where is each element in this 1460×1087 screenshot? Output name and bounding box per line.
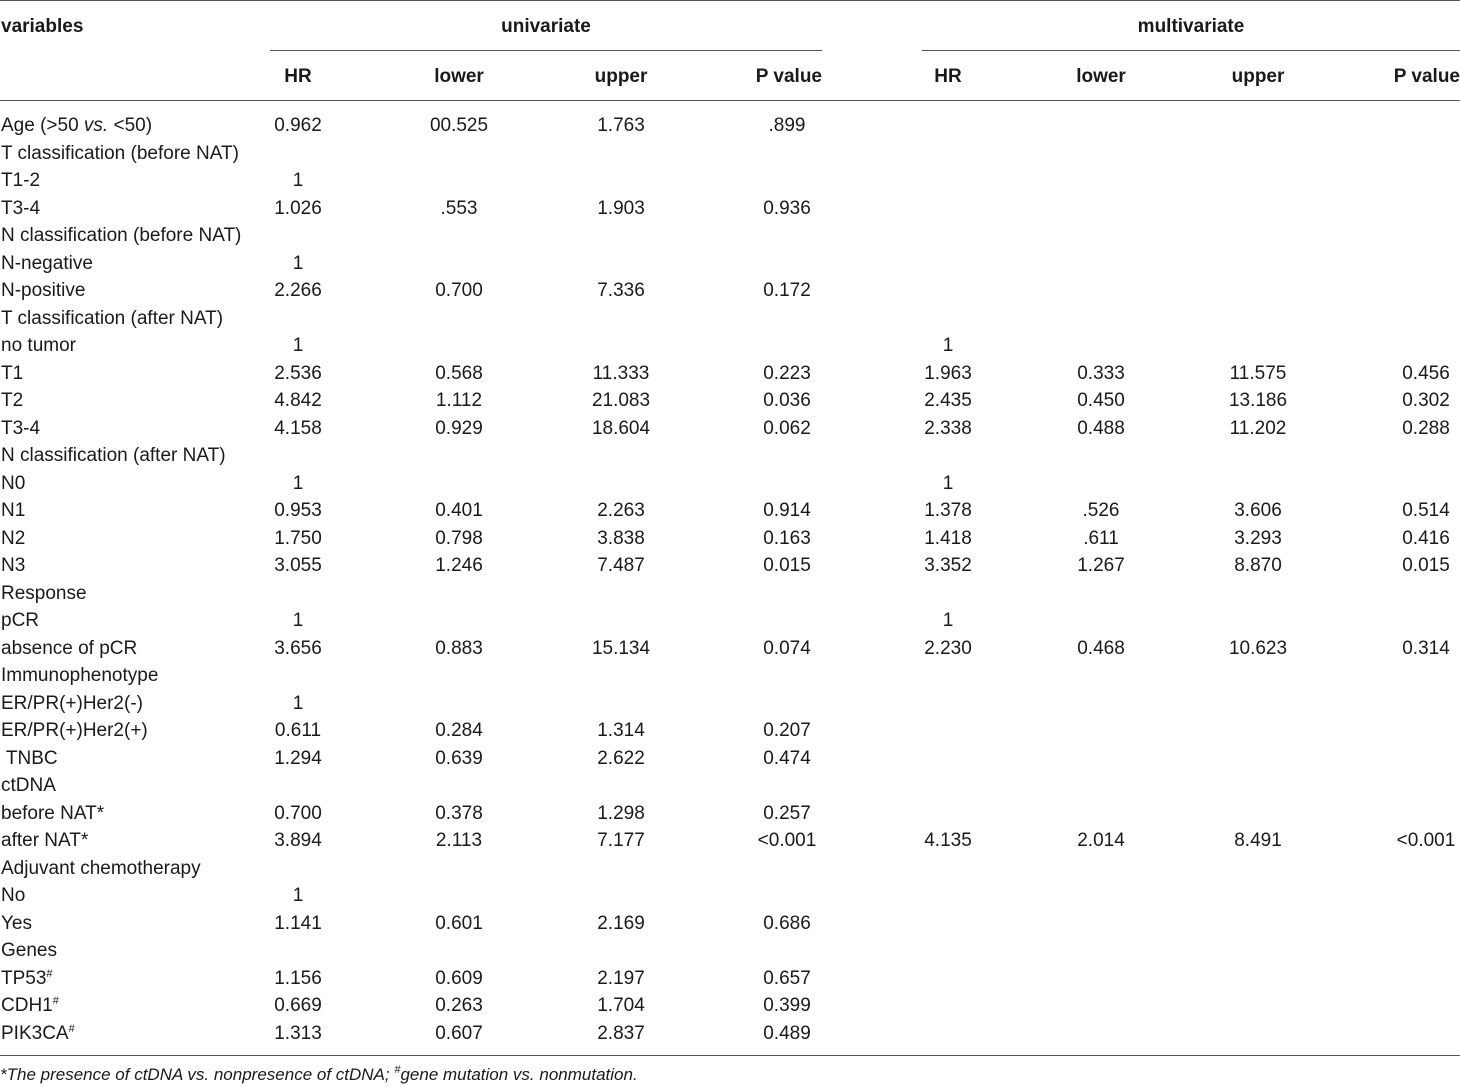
multi-upper-cell: 3.293 bbox=[1234, 527, 1282, 549]
multi-hr-cell: 1.963 bbox=[924, 362, 972, 384]
table-row bbox=[0, 717, 1460, 745]
header-bottom-rule bbox=[0, 100, 1460, 101]
uni-hr-cell: 1 bbox=[292, 252, 304, 274]
multi-p-value-cell: 0.416 bbox=[1402, 527, 1450, 549]
uni-p-value-cell: 0.657 bbox=[763, 967, 811, 989]
uni-hr-cell: 0.700 bbox=[274, 802, 322, 824]
uni-lower-cell: 0.607 bbox=[435, 1022, 483, 1044]
uni-hr-cell: 0.611 bbox=[274, 720, 322, 741]
uni-hr-cell: 3.055 bbox=[274, 555, 322, 576]
row-label bbox=[1, 937, 57, 965]
row-label-text: ctDNA bbox=[1, 775, 56, 796]
table-row bbox=[0, 195, 1460, 223]
uni-hr-cell: 1 bbox=[292, 170, 304, 191]
row-label-sup: # bbox=[52, 995, 59, 1007]
uni-pvalue-header: P value bbox=[755, 66, 822, 87]
row-label-text: N classification (after NAT) bbox=[1, 445, 226, 466]
uni-lower-cell: 1.246 bbox=[435, 555, 483, 576]
multi-lower-cell: 0.333 bbox=[1077, 362, 1125, 384]
row-label bbox=[1, 140, 239, 168]
row-label bbox=[1, 497, 25, 525]
row-label-text: ER/PR(+)Her2(-) bbox=[1, 692, 143, 714]
table-row bbox=[0, 772, 1460, 800]
multi-upper-cell: 10.623 bbox=[1228, 637, 1288, 659]
uni-hr-cell: 4.158 bbox=[274, 417, 322, 439]
row-label bbox=[1, 965, 53, 993]
uni-upper-cell: 2.837 bbox=[597, 1022, 645, 1044]
uni-upper-cell: 11.333 bbox=[592, 362, 650, 384]
multi-lower-header: lower bbox=[1076, 66, 1126, 87]
uni-hr-cell: 1 bbox=[292, 610, 304, 631]
multi-hr-cell: 1.418 bbox=[924, 527, 972, 549]
uni-lower-cell: 0.883 bbox=[435, 637, 483, 659]
uni-lower-cell: 0.401 bbox=[435, 500, 483, 521]
row-label bbox=[1, 360, 23, 388]
table-row bbox=[0, 525, 1460, 553]
uni-hr-cell: 4.842 bbox=[274, 390, 322, 411]
row-label-text: N classification (before NAT) bbox=[1, 225, 242, 246]
row-label-sup: # bbox=[68, 1022, 75, 1035]
table-row bbox=[0, 937, 1460, 965]
row-label bbox=[1, 552, 25, 580]
table-row bbox=[0, 992, 1460, 1020]
uni-p-value-cell: 0.474 bbox=[763, 747, 811, 769]
multi-lower-cell: 1.267 bbox=[1077, 555, 1125, 576]
uni-upper-cell: 1.763 bbox=[597, 115, 645, 136]
multi-p-value-cell: <0.001 bbox=[1396, 830, 1456, 851]
table-row bbox=[0, 800, 1460, 828]
row-label-text: N2 bbox=[1, 527, 26, 549]
multi-upper-cell: 8.870 bbox=[1234, 555, 1282, 576]
row-label bbox=[1, 690, 143, 718]
uni-upper-cell: 7.177 bbox=[597, 830, 645, 851]
row-label bbox=[1, 910, 32, 938]
row-label-text: T classification (before NAT) bbox=[1, 142, 239, 164]
table-row bbox=[0, 690, 1460, 718]
uni-hr-header: HR bbox=[284, 66, 312, 87]
table-bottom-rule bbox=[0, 1055, 1460, 1056]
uni-hr-cell: 1.750 bbox=[274, 527, 322, 549]
uni-p-value-cell: 0.489 bbox=[763, 1022, 811, 1044]
uni-lower-cell: 0.263 bbox=[435, 995, 483, 1016]
uni-p-value-cell: 0.257 bbox=[763, 802, 811, 824]
row-label bbox=[1, 415, 40, 443]
row-label bbox=[1, 222, 241, 250]
row-label-text: before NAT* bbox=[1, 802, 105, 824]
row-label-text: after NAT* bbox=[1, 830, 89, 851]
univariate-header: univariate bbox=[501, 16, 591, 37]
multi-hr-cell: 3.352 bbox=[924, 555, 972, 576]
table-row bbox=[0, 167, 1460, 195]
row-label-text: Adjuvant chemotherapy bbox=[1, 857, 201, 879]
uni-upper-cell: 7.487 bbox=[597, 555, 645, 576]
multi-p-value-cell: 0.288 bbox=[1402, 417, 1450, 439]
uni-lower-cell: 0.700 bbox=[435, 280, 483, 301]
table-row bbox=[0, 277, 1460, 305]
row-label-text: no tumor bbox=[1, 335, 76, 356]
univariate-underline bbox=[270, 50, 822, 51]
multi-hr-cell: 1.378 bbox=[924, 500, 972, 521]
row-label-text: N-negative bbox=[1, 252, 93, 274]
uni-upper-cell: 1.298 bbox=[597, 802, 645, 824]
uni-p-value-cell: 0.036 bbox=[763, 390, 811, 411]
row-label-text: T classification (after NAT) bbox=[1, 307, 224, 329]
uni-upper-cell: 1.903 bbox=[597, 197, 645, 219]
uni-hr-cell: 1.294 bbox=[274, 747, 322, 769]
multi-pvalue-header: P value bbox=[1393, 66, 1460, 87]
table-row bbox=[0, 112, 1460, 140]
uni-upper-cell: 2.197 bbox=[597, 967, 645, 989]
multi-hr-cell: 1 bbox=[942, 472, 954, 494]
uni-upper-cell: 21.083 bbox=[591, 390, 651, 411]
row-label-text: Genes bbox=[1, 940, 57, 961]
multi-upper-header: upper bbox=[1231, 66, 1285, 87]
row-label-text: TNBC bbox=[1, 747, 58, 769]
uni-lower-cell: 0.284 bbox=[435, 720, 483, 741]
row-label-text: N0 bbox=[1, 472, 26, 494]
row-label-text: pCR bbox=[1, 610, 40, 631]
row-label bbox=[1, 882, 25, 910]
multi-lower-cell: 0.450 bbox=[1077, 390, 1125, 411]
table-row bbox=[0, 332, 1460, 360]
uni-p-value-cell: 0.223 bbox=[763, 362, 811, 384]
row-label bbox=[1, 250, 93, 278]
row-label bbox=[1, 992, 59, 1020]
uni-hr-cell: 2.266 bbox=[274, 280, 322, 301]
uni-hr-cell: 1 bbox=[292, 885, 304, 906]
row-label bbox=[1, 635, 137, 663]
row-label bbox=[1, 855, 201, 883]
multi-lower-cell: 0.468 bbox=[1077, 637, 1125, 659]
row-label bbox=[1, 607, 39, 635]
uni-hr-cell: 1.141 bbox=[274, 912, 322, 934]
multi-lower-cell: 0.488 bbox=[1077, 417, 1125, 439]
multi-hr-header: HR bbox=[934, 66, 962, 87]
uni-hr-cell: 2.536 bbox=[274, 362, 322, 384]
row-label-text: T1-2 bbox=[1, 170, 41, 191]
uni-p-value-cell: 0.062 bbox=[763, 417, 811, 439]
row-label-text: N-positive bbox=[1, 280, 86, 301]
uni-hr-cell: 1 bbox=[292, 335, 304, 356]
uni-p-value-cell: 0.686 bbox=[763, 912, 811, 934]
row-label-text: T3-4 bbox=[1, 417, 41, 439]
row-label-text: N3 bbox=[1, 555, 26, 576]
table-row bbox=[0, 607, 1460, 635]
row-label-text: TP53 bbox=[1, 967, 47, 989]
table-row bbox=[0, 855, 1460, 883]
row-label bbox=[1, 580, 87, 608]
table-row bbox=[0, 140, 1460, 168]
multi-p-value-cell: 0.314 bbox=[1402, 637, 1450, 659]
table-row bbox=[0, 442, 1460, 470]
table-row bbox=[0, 360, 1460, 388]
row-label-text: Age (>50 vs. <50) bbox=[1, 115, 153, 136]
uni-p-value-cell: 0.207 bbox=[763, 720, 811, 741]
multi-upper-cell: 11.575 bbox=[1229, 362, 1287, 384]
row-label bbox=[1, 525, 25, 553]
row-label bbox=[1, 332, 76, 360]
uni-lower-cell: 0.798 bbox=[435, 527, 483, 549]
row-label bbox=[1, 387, 23, 415]
uni-hr-cell: 0.669 bbox=[274, 995, 322, 1016]
table-row bbox=[0, 1020, 1460, 1048]
uni-p-value-cell: 0.015 bbox=[763, 555, 811, 576]
uni-upper-cell: 18.604 bbox=[591, 417, 651, 439]
uni-lower-cell: 1.112 bbox=[435, 390, 483, 411]
uni-upper-cell: 1.314 bbox=[597, 720, 645, 741]
row-label-text: absence of pCR bbox=[1, 637, 138, 659]
row-label-text: ER/PR(+)Her2(+) bbox=[1, 720, 148, 741]
uni-hr-cell: 0.953 bbox=[274, 500, 322, 521]
uni-lower-cell: 0.609 bbox=[435, 967, 483, 989]
uni-p-value-cell: .899 bbox=[768, 115, 806, 136]
table-row bbox=[0, 387, 1460, 415]
uni-hr-cell: 1.313 bbox=[274, 1022, 322, 1044]
multi-p-value-cell: 0.302 bbox=[1402, 390, 1450, 411]
table-row bbox=[0, 250, 1460, 278]
multi-p-value-cell: 0.015 bbox=[1402, 555, 1450, 576]
uni-hr-cell: 1 bbox=[292, 692, 304, 714]
uni-lower-cell: 0.639 bbox=[435, 747, 483, 769]
multi-hr-cell: 2.230 bbox=[924, 637, 972, 659]
multi-upper-cell: 13.186 bbox=[1228, 390, 1288, 411]
row-label bbox=[1, 277, 85, 305]
table-footnote bbox=[0, 1064, 638, 1086]
multi-upper-cell: 8.491 bbox=[1234, 830, 1282, 851]
uni-hr-cell: 1.026 bbox=[274, 197, 322, 219]
row-label-text: Yes bbox=[1, 912, 32, 934]
row-label-text: T1 bbox=[1, 362, 24, 384]
uni-upper-cell: 7.336 bbox=[597, 280, 645, 301]
uni-hr-cell: 3.894 bbox=[274, 830, 322, 851]
row-label-text: Response bbox=[1, 582, 87, 604]
uni-upper-cell: 3.838 bbox=[597, 527, 645, 549]
table-row bbox=[0, 415, 1460, 443]
table-row bbox=[0, 745, 1460, 773]
row-label-text: No bbox=[1, 885, 26, 906]
table-row bbox=[0, 910, 1460, 938]
uni-p-value-cell: <0.001 bbox=[757, 830, 817, 851]
uni-lower-header: lower bbox=[434, 66, 484, 87]
row-label bbox=[1, 662, 158, 690]
uni-p-value-cell: 0.172 bbox=[763, 280, 811, 301]
multivariate-underline bbox=[922, 50, 1460, 51]
row-label bbox=[1, 827, 88, 855]
row-label bbox=[1, 442, 226, 470]
table-row bbox=[0, 305, 1460, 333]
multivariate-header: multivariate bbox=[1137, 16, 1245, 37]
uni-upper-cell: 2.169 bbox=[597, 912, 645, 934]
row-label bbox=[1, 745, 58, 773]
multi-p-value-cell: 0.456 bbox=[1402, 362, 1450, 384]
multi-lower-cell: .526 bbox=[1082, 500, 1120, 521]
row-label bbox=[1, 1020, 75, 1048]
multi-lower-cell: .611 bbox=[1083, 527, 1119, 549]
row-label-text: T3-4 bbox=[1, 197, 41, 219]
uni-hr-cell: 3.656 bbox=[274, 637, 322, 659]
uni-upper-cell: 2.263 bbox=[597, 500, 645, 521]
multi-hr-cell: 1 bbox=[942, 335, 954, 356]
table-row bbox=[0, 882, 1460, 910]
multi-upper-cell: 3.606 bbox=[1234, 500, 1282, 521]
table-row bbox=[0, 497, 1460, 525]
row-label bbox=[1, 470, 25, 498]
footnote-part2: gene mutation vs. nonmutation. bbox=[400, 1065, 638, 1084]
row-label-text: N1 bbox=[1, 500, 26, 521]
uni-hr-cell: 1.156 bbox=[274, 967, 322, 989]
uni-p-value-cell: 0.399 bbox=[763, 995, 811, 1016]
multi-p-value-cell: 0.514 bbox=[1402, 500, 1450, 521]
row-label bbox=[1, 717, 148, 745]
uni-lower-cell: 0.568 bbox=[435, 362, 483, 384]
uni-p-value-cell: 0.074 bbox=[763, 637, 811, 659]
uni-lower-cell: 0.601 bbox=[435, 912, 483, 934]
table-row bbox=[0, 470, 1460, 498]
row-label bbox=[1, 195, 40, 223]
uni-upper-cell: 1.704 bbox=[597, 995, 645, 1016]
uni-p-value-cell: 0.914 bbox=[763, 500, 811, 521]
row-label-sup: # bbox=[46, 967, 53, 980]
multi-hr-cell: 1 bbox=[942, 610, 954, 631]
uni-lower-cell: .553 bbox=[440, 197, 478, 219]
footnote-sup: # bbox=[394, 1064, 401, 1076]
table-row bbox=[0, 827, 1460, 855]
uni-lower-cell: 0.929 bbox=[435, 417, 483, 439]
top-rule bbox=[0, 0, 1460, 1]
table-row bbox=[0, 662, 1460, 690]
row-label-text: CDH1 bbox=[1, 995, 53, 1016]
uni-upper-cell: 2.622 bbox=[597, 747, 645, 769]
variables-header: variables bbox=[1, 16, 84, 37]
row-label-text: PIK3CA bbox=[1, 1022, 69, 1044]
uni-p-value-cell: 0.936 bbox=[763, 197, 811, 219]
uni-upper-cell: 15.134 bbox=[591, 637, 651, 659]
uni-lower-cell: 0.378 bbox=[435, 802, 483, 824]
row-label-text: T2 bbox=[1, 390, 24, 411]
row-label bbox=[1, 305, 223, 333]
table-row bbox=[0, 635, 1460, 663]
row-label bbox=[1, 772, 56, 800]
row-label bbox=[1, 112, 152, 140]
table-row bbox=[0, 552, 1460, 580]
multi-hr-cell: 4.135 bbox=[924, 830, 972, 851]
footnote-part1: *The presence of ctDNA vs. nonpresence of ctDNA; bbox=[0, 1065, 395, 1084]
table-row bbox=[0, 580, 1460, 608]
row-label bbox=[1, 800, 104, 828]
multi-hr-cell: 2.338 bbox=[924, 417, 972, 439]
multi-lower-cell: 2.014 bbox=[1077, 830, 1125, 851]
uni-upper-header: upper bbox=[594, 66, 648, 87]
uni-lower-cell: 2.113 bbox=[435, 830, 483, 851]
table-row bbox=[0, 965, 1460, 993]
multi-upper-cell: 11.202 bbox=[1229, 417, 1287, 439]
uni-lower-cell: 00.525 bbox=[429, 115, 489, 136]
table-row bbox=[0, 222, 1460, 250]
multi-hr-cell: 2.435 bbox=[924, 390, 972, 411]
row-label bbox=[1, 167, 40, 195]
uni-hr-cell: 0.962 bbox=[274, 115, 322, 136]
uni-p-value-cell: 0.163 bbox=[763, 527, 811, 549]
uni-hr-cell: 1 bbox=[292, 472, 304, 494]
row-label-text: Immunophenotype bbox=[1, 665, 159, 686]
